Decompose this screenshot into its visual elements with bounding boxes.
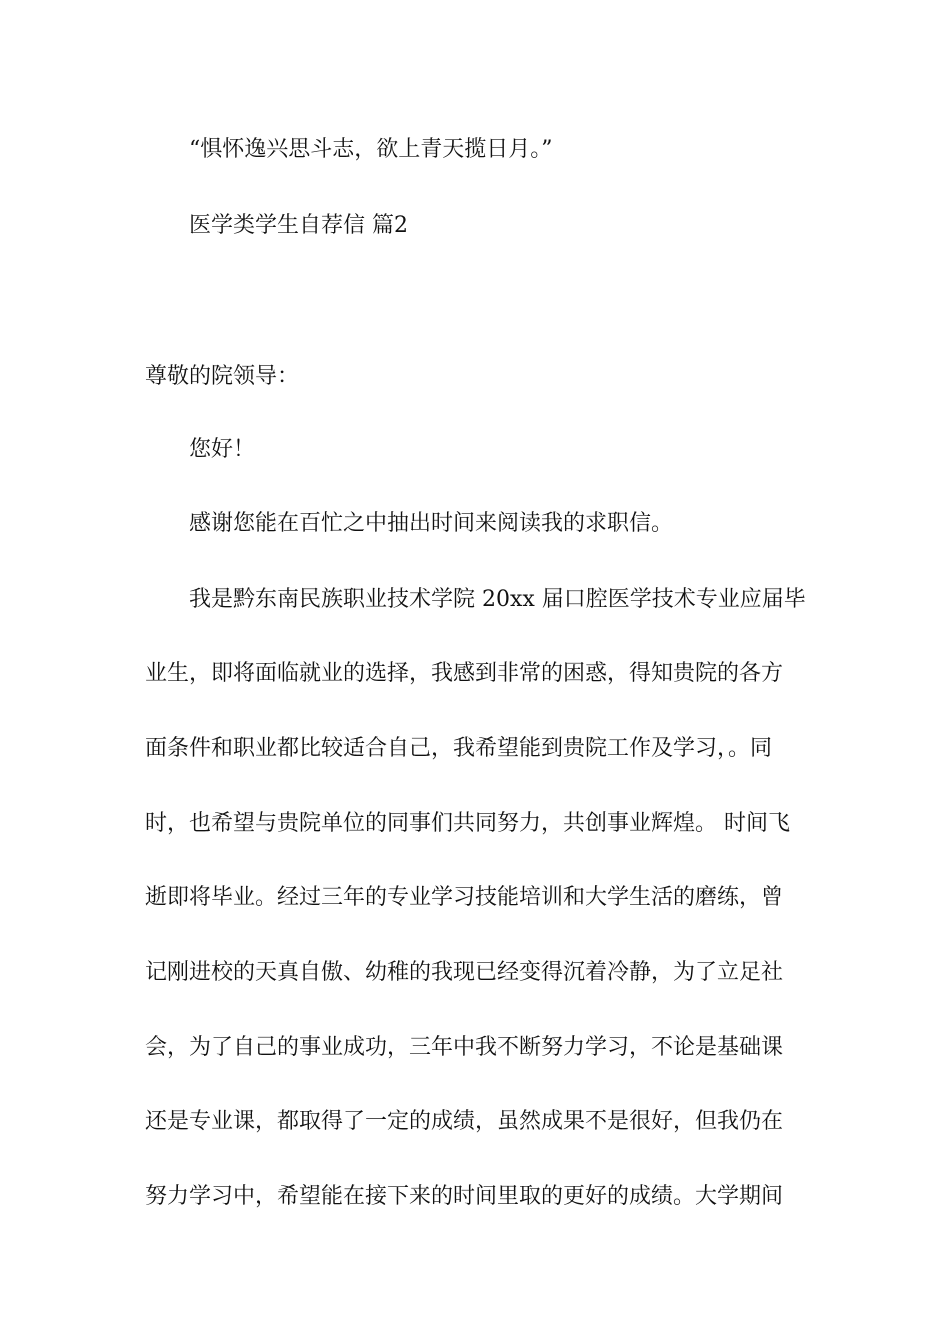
body-line: 面条件和职业都比较适合自己，我希望能到贵院工作及学习，。同 [145, 736, 773, 761]
body-line: 记刚进校的天真自傲、幼稚的我现已经变得沉着冷静，为了立足社 [145, 960, 784, 985]
body-line: 业生，即将面临就业的选择，我感到非常的困惑，得知贵院的各方 [145, 661, 784, 686]
section-heading: 医学类学生自荐信 篇2 [189, 213, 408, 238]
body-line: 时，也希望与贵院单位的同事们共同努力，共创事业辉煌。 时间飞 [145, 811, 790, 836]
greeting: 您好！ [189, 437, 256, 462]
thanks-line: 感谢您能在百忙之中抽出时间来阅读我的求职信。 [189, 511, 674, 536]
salutation: 尊敬的院领导： [145, 364, 300, 389]
body-line: 逝即将毕业。经过三年的专业学习技能培训和大学生活的磨练，曾 [145, 885, 784, 910]
body-line: 会，为了自己的事业成功，三年中我不断努力学习，不论是基础课 [145, 1035, 784, 1060]
body-line: 努力学习中，希望能在接下来的时间里取的更好的成绩。大学期间 [145, 1184, 784, 1209]
quote-line: “惧怀逸兴思斗志，欲上青天揽日月。” [189, 137, 553, 162]
body-line: 还是专业课，都取得了一定的成绩，虽然成果不是很好，但我仍在 [145, 1109, 784, 1134]
body-line: 我是黔东南民族职业技术学院 20xx 届口腔医学技术专业应届毕 [189, 587, 806, 612]
